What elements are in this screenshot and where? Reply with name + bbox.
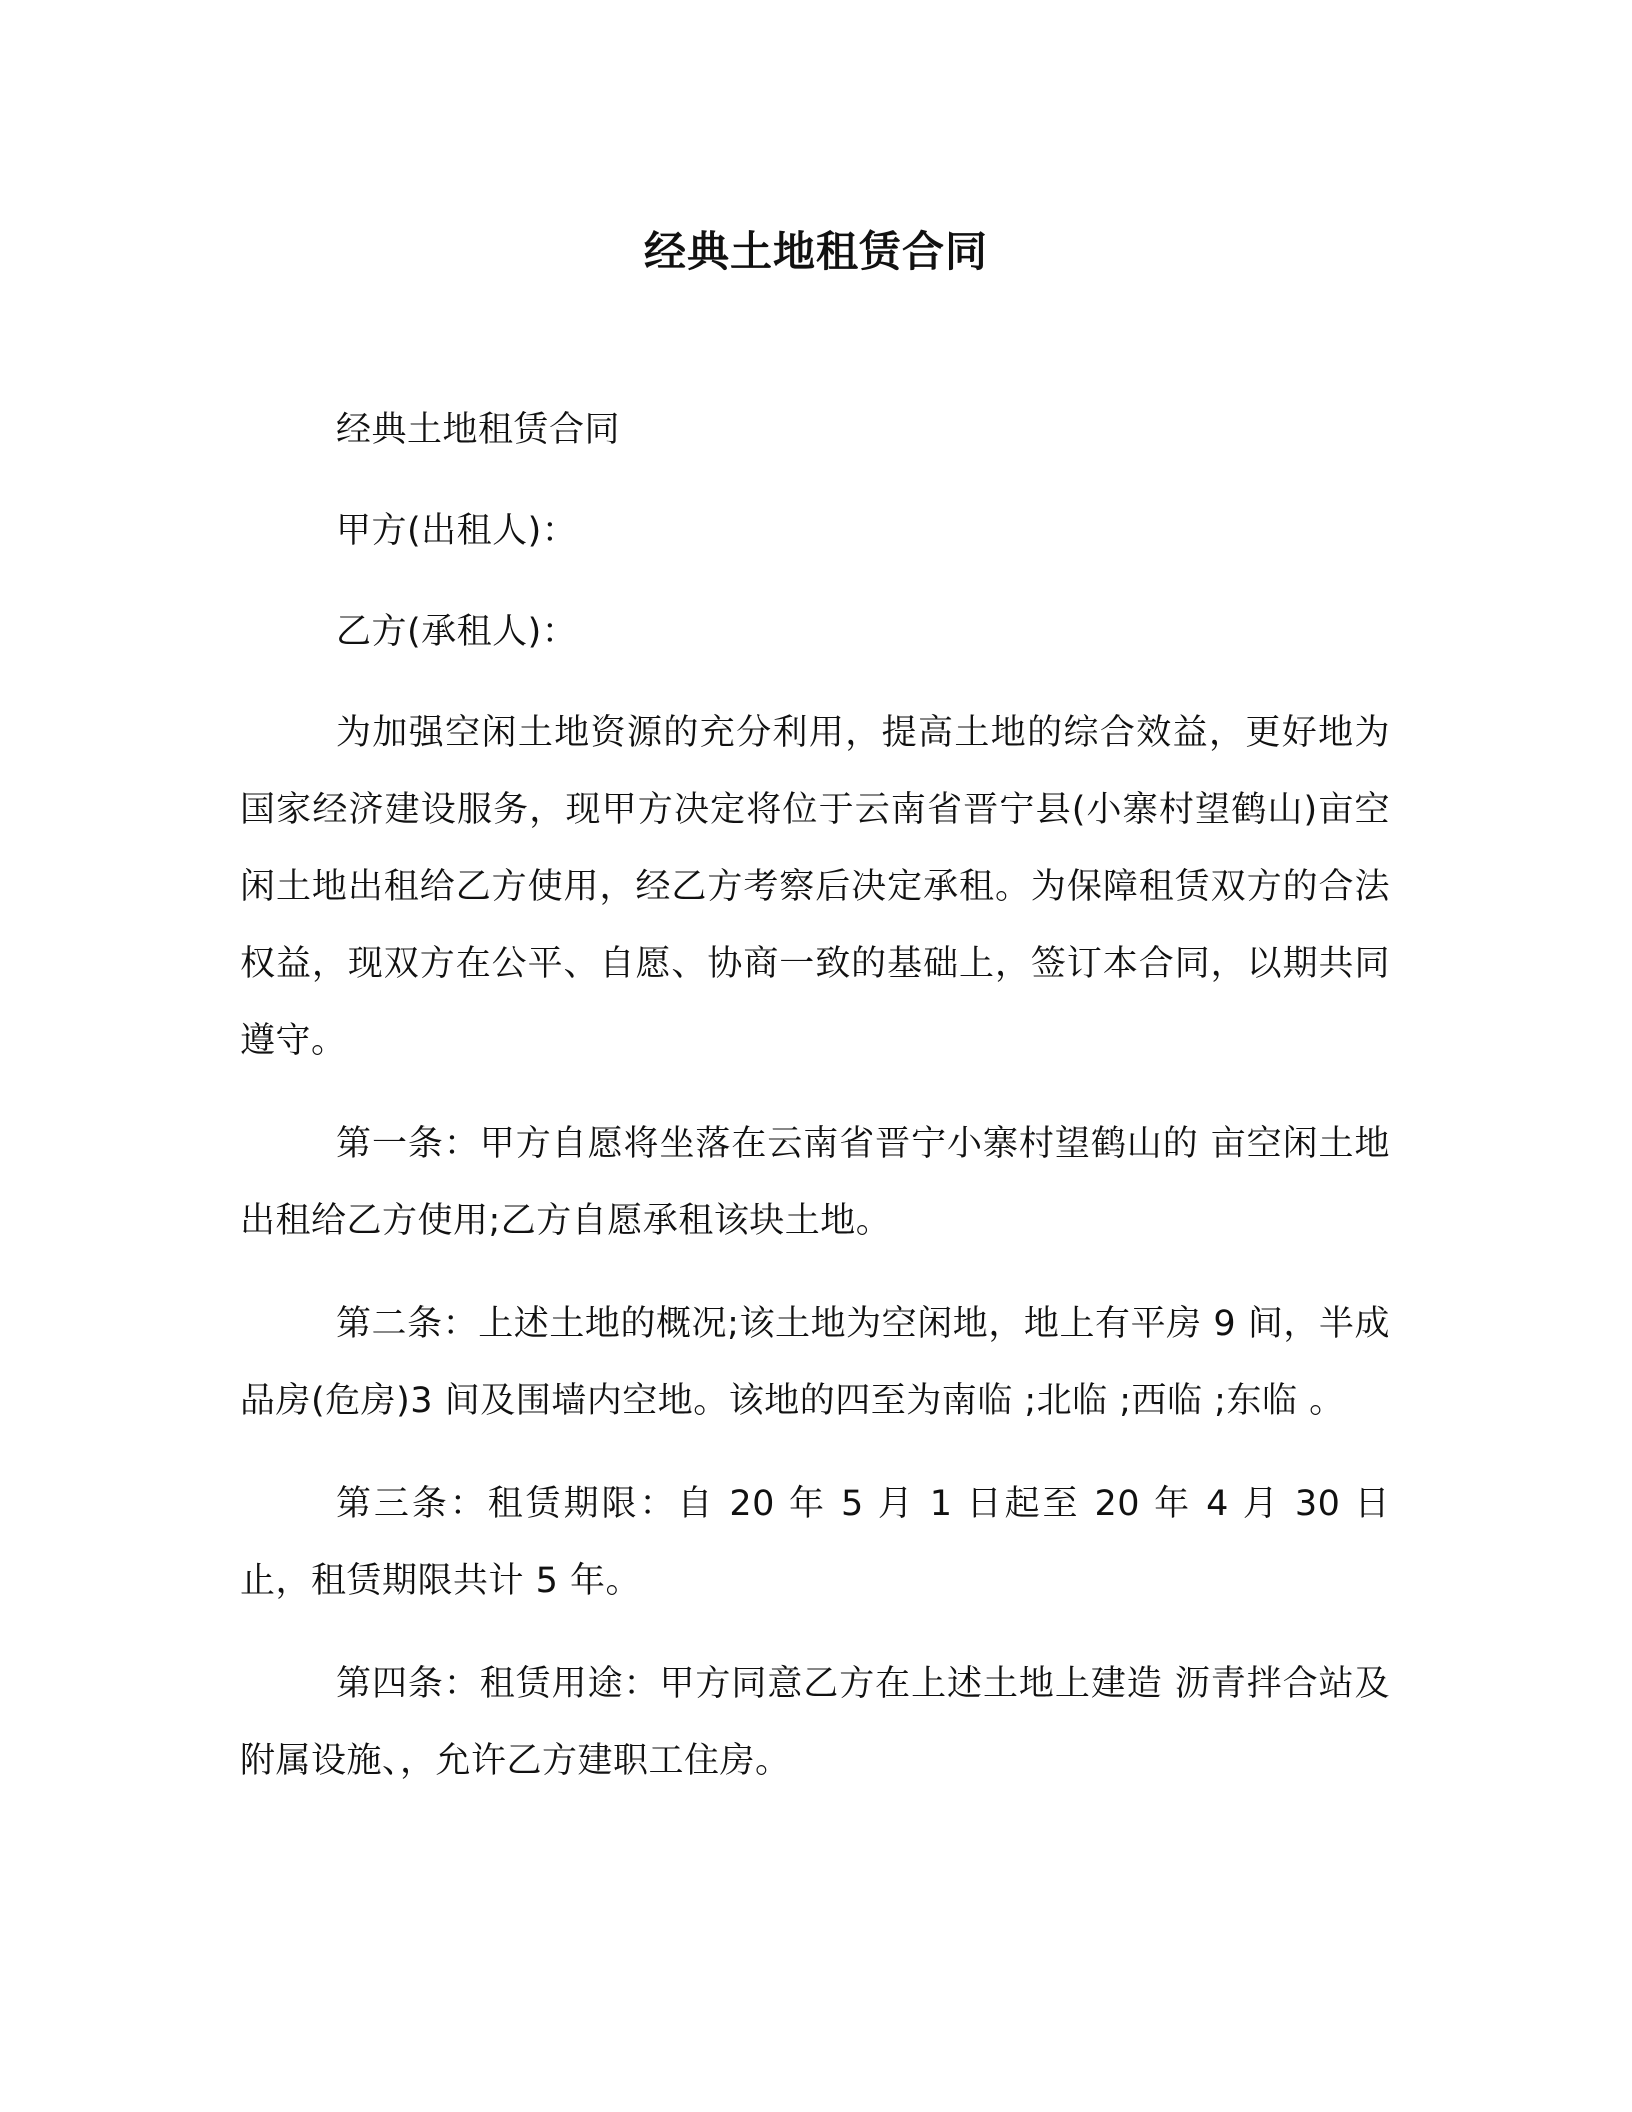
paragraph-subtitle: 经典土地租赁合同 [336, 410, 621, 450]
paragraph-party-a: 甲方(出租人)： [336, 511, 578, 551]
paragraph-article-4: 第四条：租赁用途：甲方同意乙方在上述土地上建造 沥青拌合站及附属设施、，允许乙方建职工住房。 [240, 1664, 1390, 1781]
paragraph-party-b: 乙方(承租人)： [336, 612, 578, 652]
paragraph-preamble: 为加强空闲土地资源的充分利用，提高土地的综合效益，更好地为国家经济建设服务，现甲方决定将位于云南省晋宁县(小寨村望鹤山)亩空闲土地出租给乙方使用，经乙方考察后决定承租。为保障租赁双方的合法权益，现双方在公平、自愿、协商一致的基础上，签订本合同，以期共同遵守。 [240, 713, 1390, 1061]
paragraph-article-1: 第一条：甲方自愿将坐落在云南省晋宁小寨村望鹤山的 亩空闲土地出租给乙方使用;乙方自愿承租该块土地。 [240, 1124, 1390, 1241]
document-title: 经典土地租赁合同 [643, 227, 988, 276]
paragraph-article-2: 第二条：上述土地的概况;该土地为空闲地，地上有平房 9 间，半成品房(危房)3 间及围墙内空地。该地的四至为南临 ;北临 ;西临 ;东临 。 [240, 1304, 1390, 1421]
paragraph-article-3: 第三条：租赁期限：自 20 年 5 月 1 日起至 20 年 4 月 30 日止，租赁期限共计 5 年。 [240, 1484, 1390, 1601]
document-body [240, 392, 1390, 1826]
